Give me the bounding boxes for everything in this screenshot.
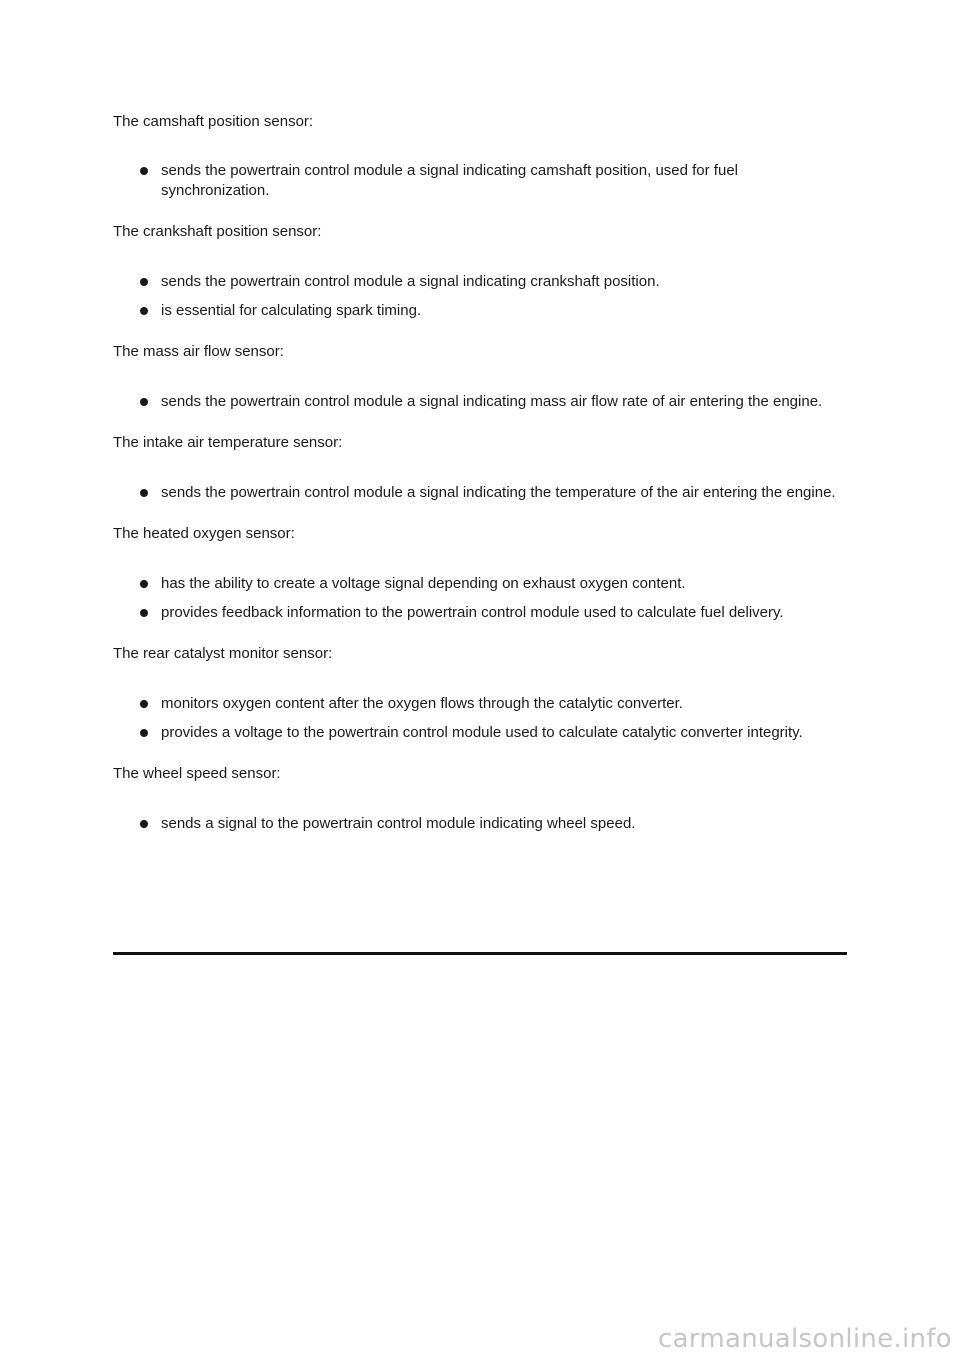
bullet-item <box>113 301 847 321</box>
section-camshaft-position-sensor <box>113 112 847 201</box>
bullet-text: sends the powertrain control module a signal indicating crankshaft position. <box>161 273 660 290</box>
bullet-text: sends the powertrain control module a signal indicating mass air flow rate of air entering the engine. <box>161 393 823 410</box>
bullet-text: sends a signal to the powertrain control module indicating wheel speed. <box>161 815 636 832</box>
bullet-dot-icon <box>140 307 148 315</box>
bullet-dot-icon <box>140 398 148 406</box>
section-heading: The camshaft position sensor: <box>113 113 314 130</box>
watermark: carmanualsonline.info <box>657 1324 952 1354</box>
bullet-list <box>113 694 847 743</box>
bullet-item <box>113 694 847 714</box>
bullet-dot-icon <box>140 700 148 708</box>
section-heading: The heated oxygen sensor: <box>113 525 295 542</box>
bullet-text: provides feedback information to the powertrain control module used to calculate fuel delivery. <box>161 604 784 621</box>
bullet-text: sends the powertrain control module a signal indicating the temperature of the air entering the engine. <box>161 484 836 501</box>
bullet-text: provides a voltage to the powertrain control module used to calculate catalytic converter integrity. <box>161 724 803 741</box>
document-body <box>113 112 847 834</box>
bullet-item <box>113 272 847 292</box>
bullet-dot-icon <box>140 580 148 588</box>
section-heading: The wheel speed sensor: <box>113 765 281 782</box>
bullet-text: monitors oxygen content after the oxygen flows through the catalytic converter. <box>161 695 683 712</box>
bullet-dot-icon <box>140 278 148 286</box>
bullet-list <box>113 574 847 623</box>
bullet-list <box>113 814 847 834</box>
bullet-dot-icon <box>140 167 148 175</box>
section-heading: The crankshaft position sensor: <box>113 223 322 240</box>
bullet-text: is essential for calculating spark timing. <box>161 302 422 319</box>
section-crankshaft-position-sensor <box>113 222 847 321</box>
bullet-dot-icon <box>140 820 148 828</box>
bullet-list <box>113 392 847 412</box>
bullet-list <box>113 161 847 201</box>
section-heading: The intake air temperature sensor: <box>113 434 343 451</box>
bullet-item <box>113 723 847 743</box>
bullet-item <box>113 814 847 834</box>
bullet-list <box>113 483 847 503</box>
section-wheel-speed-sensor <box>113 764 847 834</box>
bullet-item <box>113 392 847 412</box>
section-heading: The rear catalyst monitor sensor: <box>113 645 333 662</box>
bullet-dot-icon <box>140 609 148 617</box>
section-intake-air-temperature-sensor <box>113 433 847 503</box>
bullet-text: sends the powertrain control module a signal indicating camshaft position, used for fuel synchronization. <box>161 162 738 199</box>
bullet-item <box>113 574 847 594</box>
section-heading: The mass air flow sensor: <box>113 343 284 360</box>
bullet-dot-icon <box>140 489 148 497</box>
bullet-text: has the ability to create a voltage signal depending on exhaust oxygen content. <box>161 575 686 592</box>
section-rear-catalyst-monitor-sensor <box>113 644 847 743</box>
bullet-list <box>113 272 847 321</box>
bullet-item <box>113 161 847 201</box>
bullet-dot-icon <box>140 729 148 737</box>
section-mass-air-flow-sensor <box>113 342 847 412</box>
bullet-item <box>113 483 847 503</box>
section-heated-oxygen-sensor <box>113 524 847 623</box>
bullet-item <box>113 603 847 623</box>
footer-divider <box>113 952 847 955</box>
